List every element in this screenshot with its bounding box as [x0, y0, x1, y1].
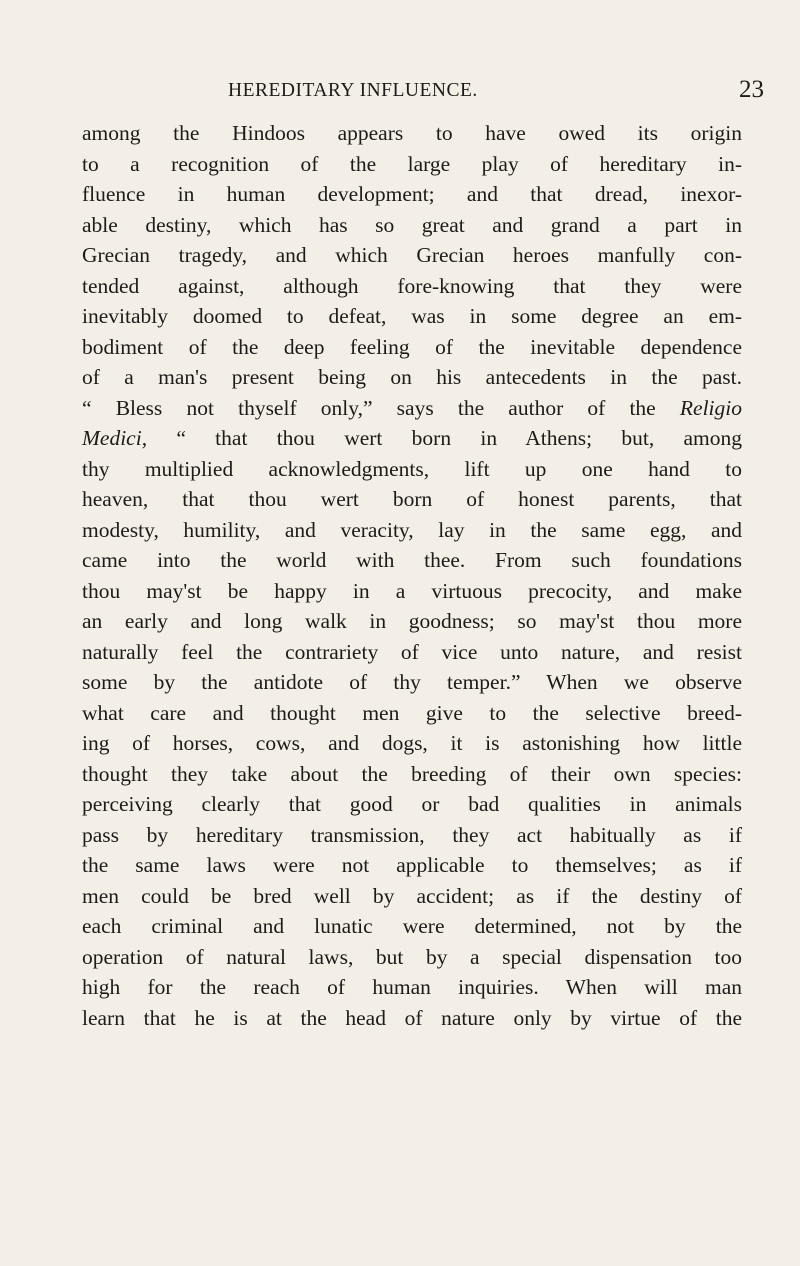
- text-line: operation of natural laws, but by a special dispensation too: [82, 944, 742, 969]
- text-line: an early and long walk in goodness; so may'st thou more: [82, 609, 742, 633]
- text-line-roman: “ that thou wert born in Athens; but, among: [147, 426, 742, 450]
- text-line: perceiving clearly that good or bad qualities in animals: [82, 792, 742, 816]
- text-line: Grecian tragedy, and which Grecian heroes manfully con-: [82, 243, 742, 267]
- text-line: came into the world with thee. From such foundations: [82, 548, 742, 572]
- page-number: 23: [739, 76, 764, 103]
- book-title-italic: Medici,: [82, 426, 148, 450]
- book-title-italic: Religio: [679, 395, 742, 420]
- text-line: fluence in human development; and that dread, inexor-: [82, 182, 742, 206]
- text-line: some by the antidote of thy temper.” When we observe: [82, 670, 742, 694]
- text-line: to a recognition of the large play of hereditary in-: [82, 151, 742, 176]
- text-line: of a man's present being on his antecedents in the past.: [82, 365, 742, 389]
- text-line: bodiment of the deep feeling of the inevitable dependence: [82, 334, 742, 359]
- text-line: learn that he is at the head of nature only by virtue of the: [82, 1005, 742, 1030]
- text-line: [82, 393, 742, 424]
- text-line: heaven, that thou wert born of honest parents, that: [82, 487, 742, 511]
- text-line: inevitably doomed to defeat, was in some degree an em-: [82, 304, 742, 328]
- text-line: thought they take about the breeding of their own species:: [82, 761, 742, 786]
- text-line: [82, 423, 742, 454]
- text-line: naturally feel the contrariety of vice unto nature, and resist: [82, 639, 742, 664]
- text-line: thou may'st be happy in a virtuous precocity, and make: [82, 578, 742, 603]
- text-line: each criminal and lunatic were determined, not by the: [82, 914, 742, 938]
- text-line: able destiny, which has so great and grand a part in: [82, 212, 742, 237]
- body-text: [82, 118, 742, 1033]
- text-line: thy multiplied acknowledgments, lift up one hand to: [82, 456, 742, 481]
- running-head: [0, 76, 800, 110]
- text-line-roman: “ Bless not thyself only,” says the author of the: [82, 395, 680, 420]
- text-line: high for the reach of human inquiries. When will man: [82, 975, 742, 999]
- text-line: the same laws were not applicable to themselves; as if: [82, 853, 742, 877]
- text-line: among the Hindoos appears to have owed its origin: [82, 121, 742, 145]
- text-line: tended against, although fore-knowing that they were: [82, 273, 742, 298]
- text-line: modesty, humility, and veracity, lay in the same egg, and: [82, 517, 742, 542]
- running-title: HEREDITARY INFLUENCE.: [228, 80, 478, 101]
- text-line: ing of horses, cows, and dogs, it is astonishing how little: [82, 731, 742, 755]
- text-line: men could be bred well by accident; as if the destiny of: [82, 883, 742, 908]
- text-line: what care and thought men give to the selective breed-: [82, 700, 742, 725]
- text-line: pass by hereditary transmission, they act habitually as if: [82, 822, 742, 847]
